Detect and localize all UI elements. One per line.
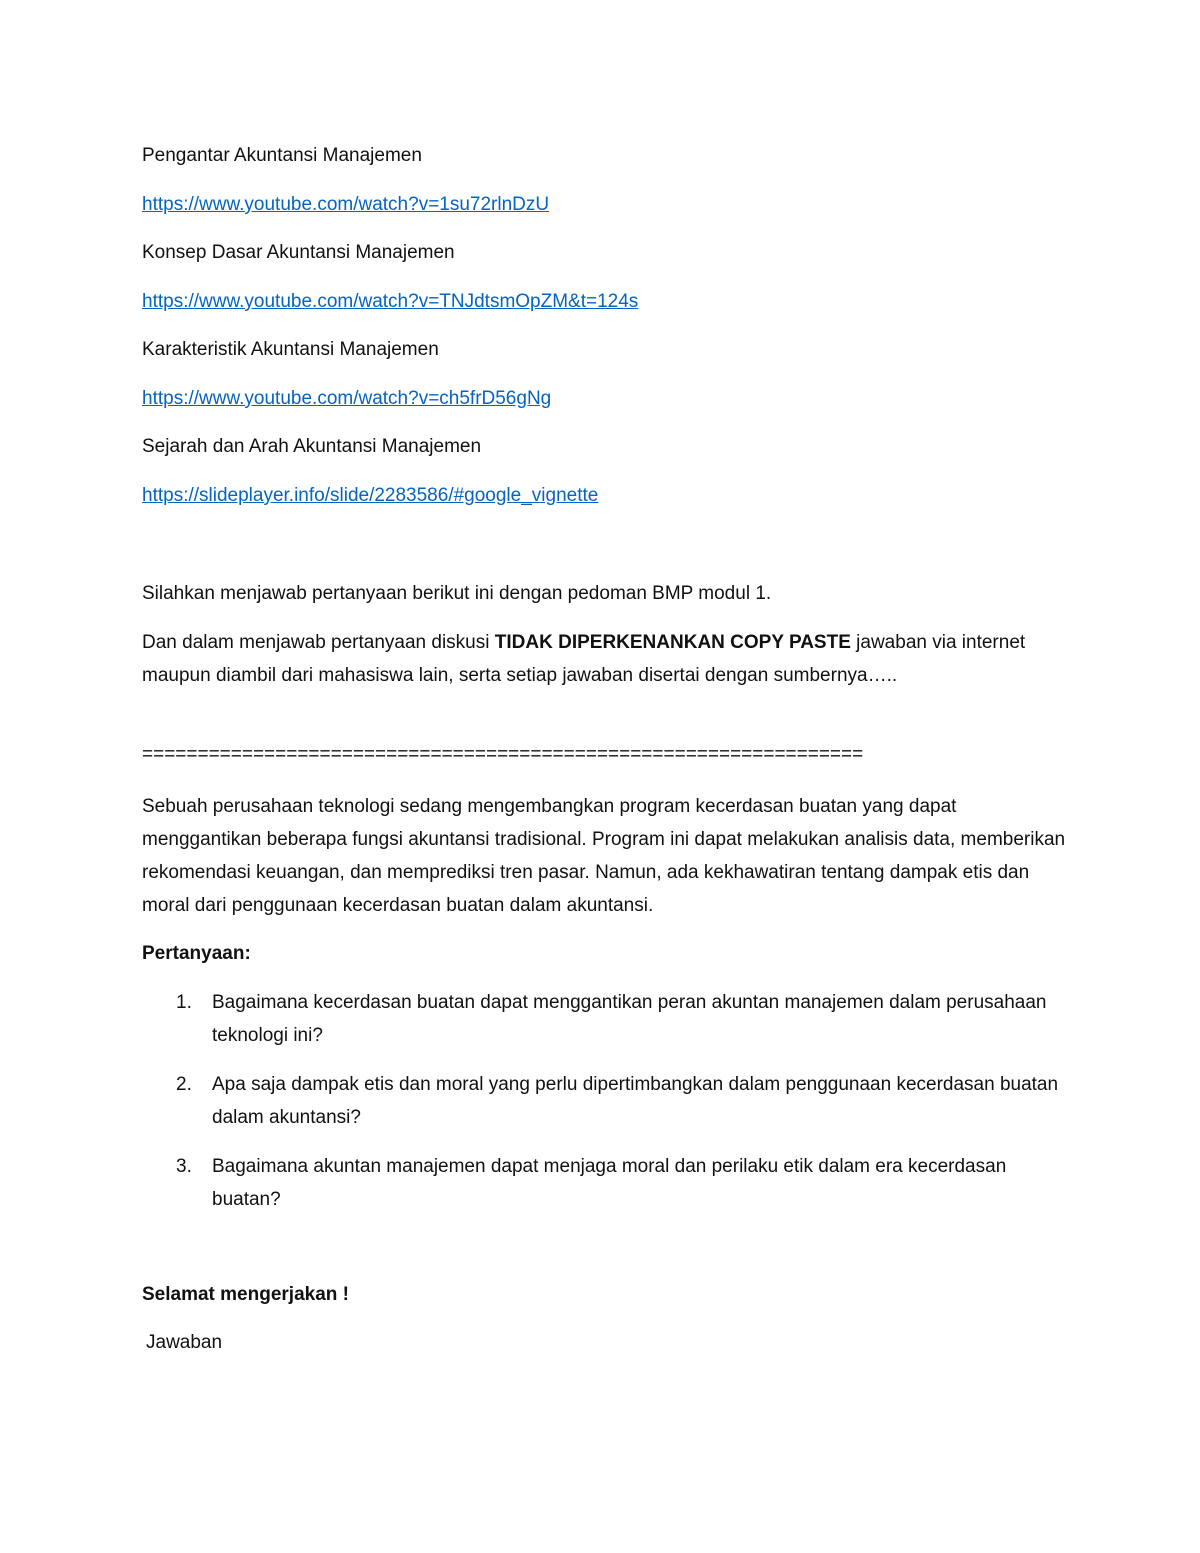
resource-title-2: Konsep Dasar Akuntansi Manajemen	[142, 242, 455, 263]
question-item	[142, 1068, 1072, 1134]
resource-title-4: Sejarah dan Arah Akuntansi Manajemen	[142, 436, 482, 457]
separator-line: =================================================================	[142, 744, 864, 765]
question-item	[142, 986, 1072, 1052]
resource-link-2[interactable]: https://www.youtube.com/watch?v=TNJdtsmOpZM&t=124s	[142, 291, 639, 312]
resource-link-3[interactable]: https://www.youtube.com/watch?v=ch5frD56gNg	[142, 388, 552, 409]
instruction-text-before: Dan dalam menjawab pertanyaan diskusi	[142, 632, 495, 653]
case-paragraph: Sebuah perusahaan teknologi sedang mengembangkan program kecerdasan buatan yang dapat menggantikan beberapa fungsi akuntansi tradisional. Program ini dapat melakukan analisis data, memberikan rekomendasi keuangan, dan memprediksi tren pasar. Namun, ada kekhawatiran tentang dampak etis dan moral dari penggunaan kecerdasan buatan dalam akuntansi.	[142, 796, 1066, 916]
instruction-warning: TIDAK DIPERKENANKAN COPY PASTE	[494, 632, 851, 653]
question-text: Bagaimana akuntan manajemen dapat menjaga moral dan perilaku etik dalam era kecerdasan buatan?	[212, 1156, 1007, 1210]
question-text: Bagaimana kecerdasan buatan dapat menggantikan peran akuntan manajemen dalam perusahaan teknologi ini?	[212, 992, 1047, 1046]
questions-list	[142, 986, 1072, 1232]
resource-link-4[interactable]: https://slideplayer.info/slide/2283586/#google_vignette	[142, 485, 599, 506]
questions-heading: Pertanyaan:	[142, 943, 251, 964]
closing-line: Selamat mengerjakan !	[142, 1284, 349, 1305]
question-text: Apa saja dampak etis dan moral yang perlu dipertimbangkan dalam penggunaan kecerdasan buatan dalam akuntansi?	[212, 1074, 1059, 1128]
answer-label: Jawaban	[146, 1332, 223, 1353]
resource-link-1[interactable]: https://www.youtube.com/watch?v=1su72rlnDzU	[142, 194, 550, 215]
instruction-text-after: jawaban via internet maupun diambil dari mahasiswa lain, serta setiap jawaban disertai dengan sumbernya…..	[142, 632, 1026, 686]
question-number: 3.	[176, 1156, 192, 1177]
resource-title-1: Pengantar Akuntansi Manajemen	[142, 145, 422, 166]
instruction-line: Silahkan menjawab pertanyaan berikut ini dengan pedoman BMP modul 1.	[142, 583, 772, 604]
question-number: 2.	[176, 1074, 192, 1095]
question-number: 1.	[176, 992, 192, 1013]
instruction-paragraph	[142, 626, 1072, 692]
resource-title-3: Karakteristik Akuntansi Manajemen	[142, 339, 439, 360]
question-item	[142, 1150, 1072, 1216]
